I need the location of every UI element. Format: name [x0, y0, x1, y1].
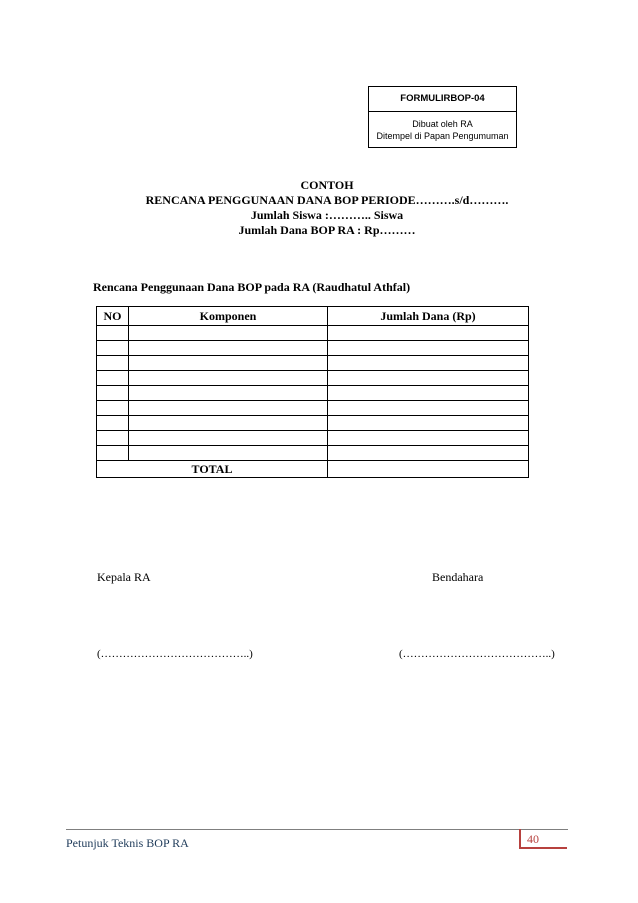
cell-no[interactable]	[97, 356, 129, 371]
cell-no[interactable]	[97, 446, 129, 461]
cell-component[interactable]	[129, 446, 328, 461]
cell-amount[interactable]	[328, 341, 529, 356]
footer-title: Petunjuk Teknis BOP RA	[66, 836, 189, 850]
heading-student-count: Jumlah Siswa :……….. Siswa	[250, 208, 404, 222]
form-note-1: Dibuat oleh RA	[412, 119, 473, 129]
cell-component[interactable]	[129, 386, 328, 401]
table-row	[97, 416, 529, 431]
cell-component[interactable]	[129, 401, 328, 416]
cell-component[interactable]	[129, 431, 328, 446]
cell-no[interactable]	[97, 401, 129, 416]
form-code-box	[368, 86, 517, 148]
cell-component[interactable]	[129, 416, 328, 431]
cell-amount[interactable]	[328, 416, 529, 431]
cell-amount[interactable]	[328, 401, 529, 416]
cell-no[interactable]	[97, 416, 129, 431]
budget-table	[96, 306, 529, 478]
cell-no[interactable]	[97, 341, 129, 356]
total-amount-cell[interactable]	[328, 461, 529, 478]
table-row	[97, 356, 529, 371]
signature-title-treasurer: Bendahara	[432, 570, 484, 584]
form-note-2: Ditempel di Papan Pengumuman	[376, 131, 509, 141]
table-row	[97, 446, 529, 461]
cell-amount[interactable]	[328, 371, 529, 386]
cell-component[interactable]	[129, 356, 328, 371]
header-amount: Jumlah Dana (Rp)	[328, 307, 529, 326]
footer-divider	[66, 829, 568, 830]
cell-amount[interactable]	[328, 446, 529, 461]
cell-component[interactable]	[129, 371, 328, 386]
cell-no[interactable]	[97, 371, 129, 386]
cell-amount[interactable]	[328, 326, 529, 341]
heading-example: CONTOH	[300, 178, 354, 192]
heading-fund-amount: Jumlah Dana BOP RA : Rp………	[238, 223, 416, 237]
signature-name-treasurer: (…………………………………..)	[399, 648, 555, 660]
cell-no[interactable]	[97, 326, 129, 341]
table-row	[97, 326, 529, 341]
table-row	[97, 341, 529, 356]
table-row	[97, 371, 529, 386]
cell-component[interactable]	[129, 326, 328, 341]
page-number: 40	[519, 829, 567, 849]
cell-no[interactable]	[97, 386, 129, 401]
header-no: NO	[97, 307, 129, 326]
table-header-row	[97, 307, 529, 326]
table-row	[97, 401, 529, 416]
total-label: TOTAL	[97, 461, 328, 478]
heading-title: RENCANA PENGGUNAAN DANA BOP PERIODE……….s/d……….	[145, 193, 509, 207]
table-row	[97, 431, 529, 446]
cell-amount[interactable]	[328, 386, 529, 401]
table-subtitle: Rencana Penggunaan Dana BOP pada RA (Raudhatul Athfal)	[93, 280, 411, 294]
table-row	[97, 386, 529, 401]
header-component: Komponen	[129, 307, 328, 326]
signature-title-head: Kepala RA	[97, 570, 151, 584]
cell-amount[interactable]	[328, 356, 529, 371]
cell-no[interactable]	[97, 431, 129, 446]
form-code: FORMULIRBOP-04	[369, 87, 516, 112]
cell-amount[interactable]	[328, 431, 529, 446]
signature-name-head: (…………………………………..)	[97, 648, 253, 660]
table-total-row	[97, 461, 529, 478]
cell-component[interactable]	[129, 341, 328, 356]
